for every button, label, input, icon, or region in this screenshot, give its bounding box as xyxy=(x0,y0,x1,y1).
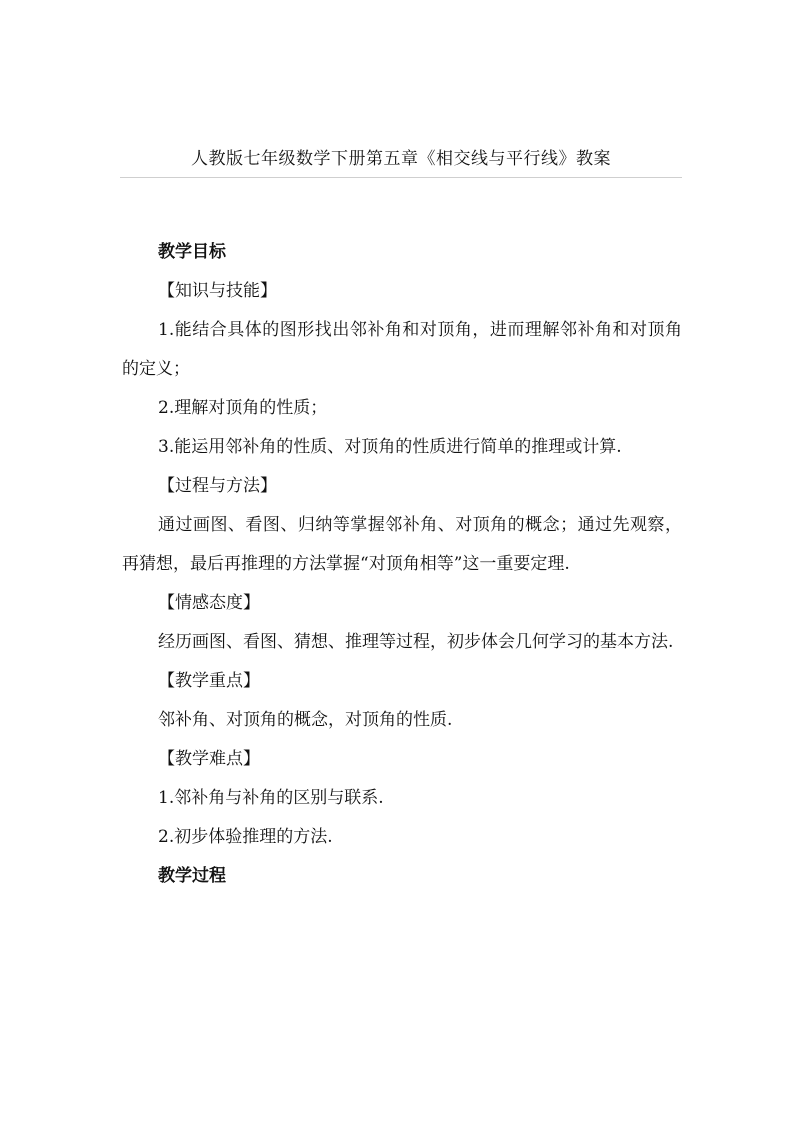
subheading-knowledge-skills: 【知识与技能】 xyxy=(158,281,277,301)
subheading-emotional-attitude: 【情感态度】 xyxy=(158,593,260,613)
subheading-process-methods: 【过程与方法】 xyxy=(158,476,277,496)
difficult-point-item-2: 2.初步体验推理的方法. xyxy=(158,827,333,847)
section-heading-teaching-process: 教学过程 xyxy=(158,866,226,886)
header-divider xyxy=(120,177,682,178)
document-body xyxy=(122,233,682,896)
objective-item-3: 3.能运用邻补角的性质、对顶角的性质进行简单的推理或计算. xyxy=(158,437,622,457)
process-methods-paragraph: 通过画图、看图、归纳等掌握邻补角、对顶角的概念；通过先观察，再猜想，最后再推理的方法掌握“对顶角相等”这一重要定理. xyxy=(122,515,682,574)
section-heading-teaching-objectives: 教学目标 xyxy=(158,242,226,262)
emotional-attitude-paragraph: 经历画图、看图、猜想、推理等过程，初步体会几何学习的基本方法. xyxy=(158,632,674,652)
page-header-title: 人教版七年级数学下册第五章《相交线与平行线》教案 xyxy=(191,149,611,169)
difficult-point-item-1: 1.邻补角与补角的区别与联系. xyxy=(158,788,384,808)
objective-item-2: 2.理解对顶角的性质； xyxy=(158,398,328,418)
subheading-key-points: 【教学重点】 xyxy=(158,671,260,691)
key-points-paragraph: 邻补角、对顶角的概念，对顶角的性质. xyxy=(158,710,453,730)
subheading-difficult-points: 【教学难点】 xyxy=(158,749,260,769)
objective-item-1: 1.能结合具体的图形找出邻补角和对顶角，进而理解邻补角和对顶角的定义； xyxy=(122,320,682,379)
